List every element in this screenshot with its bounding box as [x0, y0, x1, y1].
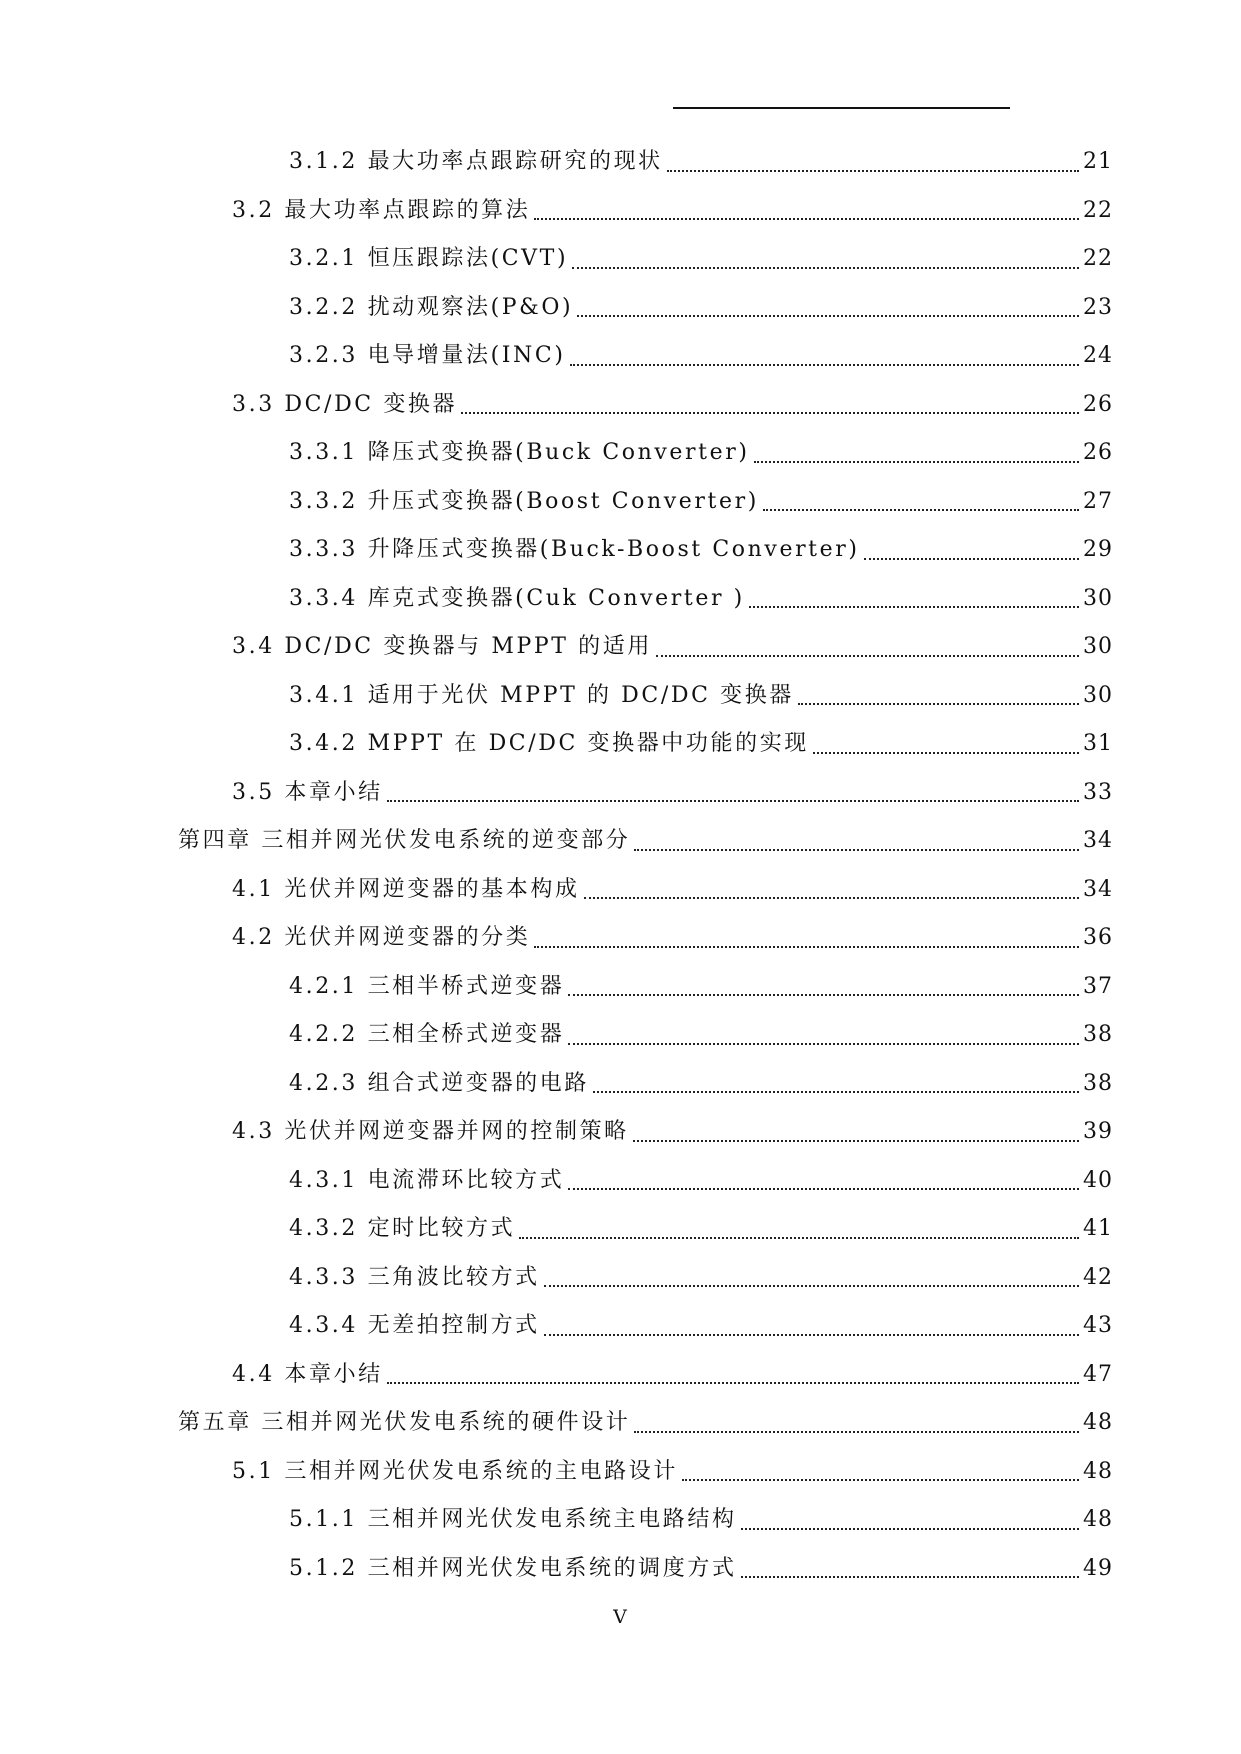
- toc-entry[interactable]: [289, 1015, 1113, 1055]
- dot-leader: [568, 993, 1079, 996]
- toc-entry-title: 3.3.2 升压式变换器(Boost Converter): [289, 488, 759, 514]
- toc-entry[interactable]: [289, 530, 1113, 570]
- toc-entry-page-number: 23: [1083, 294, 1113, 320]
- dot-leader: [387, 799, 1079, 802]
- dot-leader: [813, 751, 1079, 754]
- toc-entry-page-number: 43: [1083, 1313, 1113, 1338]
- toc-entry[interactable]: [289, 288, 1113, 328]
- toc-entry-page-number: 36: [1083, 925, 1113, 950]
- toc-entry[interactable]: [232, 1112, 1113, 1152]
- dot-leader: [667, 169, 1079, 172]
- toc-entry[interactable]: [232, 870, 1113, 910]
- dot-leader: [534, 217, 1079, 220]
- toc-entry-title: 4.1 光伏并网逆变器的基本构成: [232, 876, 580, 902]
- toc-entry-page-number: 41: [1083, 1216, 1113, 1241]
- toc-entry-title: 第五章 三相并网光伏发电系统的硬件设计: [178, 1410, 631, 1435]
- toc-entry-title: 3.4.2 MPPT 在 DC/DC 变换器中功能的实现: [289, 731, 809, 756]
- toc-entry[interactable]: [232, 773, 1113, 813]
- toc-entry-title: 4.2.2 三相全桥式逆变器: [289, 1022, 565, 1047]
- dot-leader: [656, 654, 1079, 657]
- toc-entry-page-number: 34: [1083, 876, 1113, 902]
- toc-entry-title: 5.1.1 三相并网光伏发电系统主电路结构: [289, 1507, 737, 1532]
- dot-leader: [634, 1430, 1079, 1433]
- dot-leader: [568, 1187, 1079, 1190]
- toc-entry-title: 3.2.2 扰动观察法(P&O): [289, 294, 574, 320]
- dot-leader: [534, 945, 1079, 948]
- toc-entry-title: 4.2.1 三相半桥式逆变器: [289, 973, 565, 999]
- toc-entry-title: 5.1 三相并网光伏发电系统的主电路设计: [232, 1458, 678, 1484]
- toc-entry-page-number: 49: [1083, 1555, 1113, 1581]
- toc-entry[interactable]: [289, 336, 1113, 376]
- toc-entry-page-number: 38: [1083, 1022, 1113, 1047]
- toc-entry-page-number: 42: [1083, 1264, 1113, 1290]
- toc-entry-page-number: 47: [1083, 1361, 1113, 1387]
- dot-leader: [568, 1042, 1079, 1045]
- toc-entry[interactable]: [289, 1258, 1113, 1298]
- toc-entry-page-number: 22: [1083, 246, 1113, 271]
- toc-entry-page-number: 48: [1083, 1458, 1113, 1484]
- toc-entry-title: 3.1.2 最大功率点跟踪研究的现状: [289, 149, 663, 174]
- toc-entry[interactable]: [289, 433, 1113, 473]
- toc-entry-title: 3.3.1 降压式变换器(Buck Converter): [289, 440, 750, 465]
- dot-leader: [572, 266, 1079, 269]
- toc-entry-page-number: 30: [1083, 634, 1113, 659]
- toc-entry-page-number: 24: [1083, 343, 1113, 368]
- toc-entry[interactable]: [289, 579, 1113, 619]
- toc-entry-page-number: 37: [1083, 973, 1113, 999]
- toc-entry[interactable]: [232, 918, 1113, 958]
- dot-leader: [741, 1527, 1079, 1530]
- dot-leader: [544, 1284, 1079, 1287]
- toc-entry-title: 4.3.1 电流滞环比较方式: [289, 1167, 565, 1193]
- dot-leader: [461, 411, 1079, 414]
- toc-entry[interactable]: [289, 676, 1113, 716]
- toc-entry[interactable]: [289, 142, 1113, 182]
- dot-leader: [763, 508, 1079, 511]
- toc-entry-title: 3.4.1 适用于光伏 MPPT 的 DC/DC 变换器: [289, 682, 794, 708]
- toc-entry-page-number: 39: [1083, 1119, 1113, 1144]
- toc-entry-title: 4.3.2 定时比较方式: [289, 1216, 516, 1241]
- dot-leader: [741, 1575, 1079, 1578]
- toc-entry-title: 4.2 光伏并网逆变器的分类: [232, 925, 531, 950]
- toc-entry-title: 3.3 DC/DC 变换器: [232, 391, 458, 417]
- toc-entry-title: 4.4 本章小结: [232, 1361, 383, 1387]
- dot-leader: [864, 557, 1079, 560]
- toc-entry[interactable]: [232, 1355, 1113, 1395]
- toc-entry-title: 第四章 三相并网光伏发电系统的逆变部分: [178, 828, 631, 853]
- toc-entry-title: 3.5 本章小结: [232, 779, 383, 805]
- dot-leader: [570, 363, 1079, 366]
- dot-leader: [593, 1090, 1079, 1093]
- toc-entry-title: 4.3.3 三角波比较方式: [289, 1264, 540, 1290]
- toc-entry-title: 3.3.4 库克式变换器(Cuk Converter ): [289, 585, 745, 611]
- dot-leader: [634, 848, 1079, 851]
- dot-leader: [682, 1478, 1079, 1481]
- toc-entry[interactable]: [289, 1306, 1113, 1346]
- toc-entry-title: 4.3.4 无差拍控制方式: [289, 1313, 540, 1338]
- dot-leader: [754, 460, 1079, 463]
- dot-leader: [633, 1139, 1079, 1142]
- toc-entry-page-number: 34: [1083, 828, 1113, 853]
- toc-entry-title: 4.2.3 组合式逆变器的电路: [289, 1070, 589, 1096]
- toc-entry[interactable]: [178, 1403, 1113, 1443]
- toc-entry-title: 4.3 光伏并网逆变器并网的控制策略: [232, 1119, 629, 1144]
- toc-entry[interactable]: [178, 821, 1113, 861]
- toc-entry-title: 3.2 最大功率点跟踪的算法: [232, 197, 531, 223]
- toc-entry-page-number: 30: [1083, 682, 1113, 708]
- dot-leader: [584, 896, 1079, 899]
- toc-entry[interactable]: [289, 1549, 1113, 1589]
- toc-entry-title: 3.2.3 电导增量法(INC): [289, 343, 566, 368]
- toc-entry[interactable]: [289, 239, 1113, 279]
- toc-entry[interactable]: [289, 724, 1113, 764]
- toc-entry-page-number: 30: [1083, 585, 1113, 611]
- toc-entry-title: 3.3.3 升降压式变换器(Buck-Boost Converter): [289, 537, 860, 562]
- dot-leader: [749, 605, 1079, 608]
- toc-entry[interactable]: [232, 627, 1113, 667]
- toc-entry-page-number: 29: [1083, 537, 1113, 562]
- toc-entry-page-number: 38: [1083, 1070, 1113, 1096]
- dot-leader: [519, 1236, 1079, 1239]
- toc-entry[interactable]: [232, 385, 1113, 425]
- toc-entry[interactable]: [289, 1209, 1113, 1249]
- toc-entry[interactable]: [232, 1452, 1113, 1492]
- dot-leader: [387, 1381, 1079, 1384]
- page-number-footer: V: [613, 1606, 628, 1628]
- toc-entry-page-number: 31: [1083, 731, 1113, 756]
- toc-entry[interactable]: [289, 967, 1113, 1007]
- header-rule: [673, 107, 1010, 109]
- dot-leader: [798, 702, 1079, 705]
- toc-entry-page-number: 48: [1083, 1410, 1113, 1435]
- dot-leader: [544, 1333, 1079, 1336]
- toc-entry[interactable]: [289, 1500, 1113, 1540]
- toc-entry-title: 3.4 DC/DC 变换器与 MPPT 的适用: [232, 634, 652, 659]
- toc-entry[interactable]: [289, 482, 1113, 522]
- toc-entry[interactable]: [289, 1161, 1113, 1201]
- toc-entry-page-number: 21: [1083, 149, 1113, 174]
- toc-entry[interactable]: [232, 191, 1113, 231]
- toc-entry-page-number: 33: [1083, 779, 1113, 805]
- toc-entry[interactable]: [289, 1064, 1113, 1104]
- toc-entry-page-number: 40: [1083, 1167, 1113, 1193]
- toc-entry-title: 3.2.1 恒压跟踪法(CVT): [289, 246, 569, 271]
- toc-entry-title: 5.1.2 三相并网光伏发电系统的调度方式: [289, 1555, 737, 1581]
- toc-entry-page-number: 22: [1083, 197, 1113, 223]
- dot-leader: [577, 314, 1079, 317]
- toc-entry-page-number: 27: [1083, 488, 1113, 514]
- toc-entry-page-number: 26: [1083, 440, 1113, 465]
- toc-entry-page-number: 48: [1083, 1507, 1113, 1532]
- toc-entry-page-number: 26: [1083, 391, 1113, 417]
